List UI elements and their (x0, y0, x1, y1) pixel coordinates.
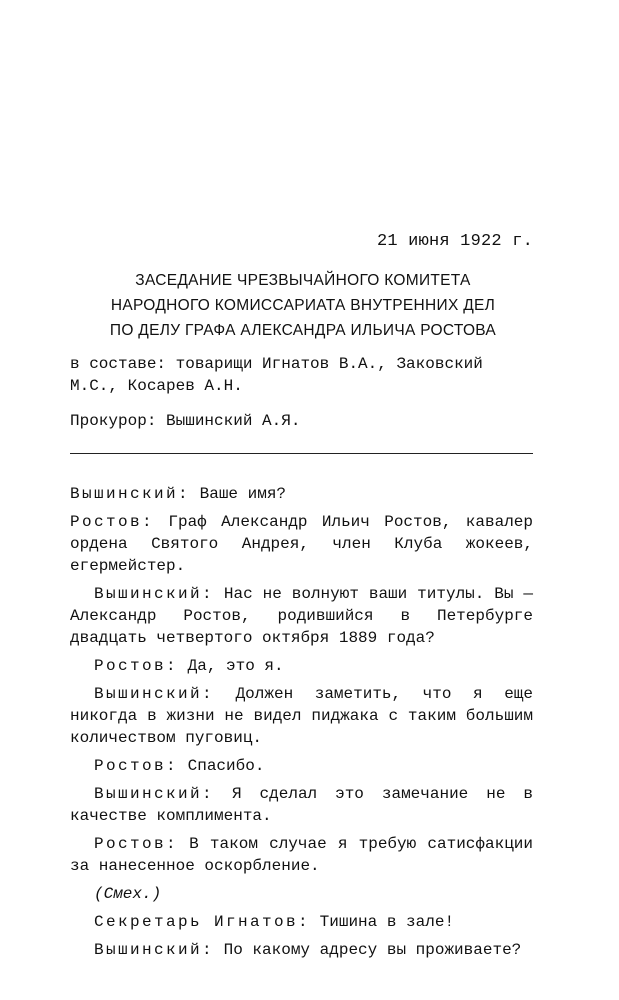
dialogue-line (70, 655, 533, 677)
speech-text: Спасибо. (178, 757, 265, 775)
document-date: 21 июня 1922 г. (376, 232, 533, 251)
speech-text: Должен заметить, что я еще никогда в жизни не видел пиджака с таким большим количеством пуговиц. (70, 685, 533, 747)
dialogue-line (70, 939, 533, 961)
speaker-name: Вышинский: (70, 485, 191, 503)
dialogue-line (70, 483, 533, 505)
dialogue-line (70, 683, 533, 749)
speech-text: Тишина в зале! (310, 913, 455, 931)
speaker-name: Вышинский: (94, 941, 215, 959)
speech-text: Я сделал это замечание не в качестве комплимента. (70, 785, 533, 825)
dialogue-line (70, 833, 533, 877)
speaker-name: Ростов: (70, 513, 155, 531)
document-heading (70, 268, 536, 343)
heading-line: НАРОДНОГО КОМИССАРИАТА ВНУТРЕННИХ ДЕЛ (110, 297, 496, 314)
dialogue-line (70, 755, 533, 777)
committee-composition: в составе: товарищи Игнатов В.А., Заковский М.С., Косарев А.Н. (70, 355, 483, 395)
speaker-name: Вышинский: (94, 585, 215, 603)
stage-direction-text: (Смех.) (94, 885, 162, 903)
speaker-name: Секретарь Игнатов: (94, 913, 311, 931)
dialogue-line (70, 511, 533, 577)
speaker-name: Ростов: (94, 657, 179, 675)
speech-text: Ваше имя? (190, 485, 287, 503)
speaker-name: Ростов: (94, 835, 179, 853)
prosecutor-line: Прокурор: Вышинский А.Я. (70, 412, 301, 430)
dialogue-line (70, 783, 533, 827)
speech-text: В таком случае я требую сатисфакции за нанесенное оскорбление. (70, 835, 533, 875)
speaker-name: Вышинский: (94, 785, 215, 803)
speech-text: Нас не волнуют ваши титулы. Вы — Александр Ростов, родившийся в Петербурге двадцать четвертого октября 1889 года? (70, 585, 533, 647)
speech-text: Да, это я. (178, 657, 284, 675)
speaker-name: Ростов: (94, 757, 179, 775)
speaker-name: Вышинский: (94, 685, 215, 703)
dialogue-line (70, 583, 533, 649)
heading-line: ЗАСЕДАНИЕ ЧРЕЗВЫЧАЙНОГО КОМИТЕТА (135, 272, 471, 289)
speech-text: По какому адресу вы проживаете? (214, 941, 522, 959)
speech-text: Граф Александр Ильич Ростов, кавалер ордена Святого Андрея, член Клуба жокеев, егермейстер. (70, 513, 533, 575)
heading-line: ПО ДЕЛУ ГРАФА АЛЕКСАНДРА ИЛЬИЧА РОСТОВА (109, 322, 497, 339)
transcript (70, 483, 533, 967)
dialogue-line (70, 911, 533, 933)
divider (70, 453, 533, 454)
stage-direction (70, 883, 533, 905)
